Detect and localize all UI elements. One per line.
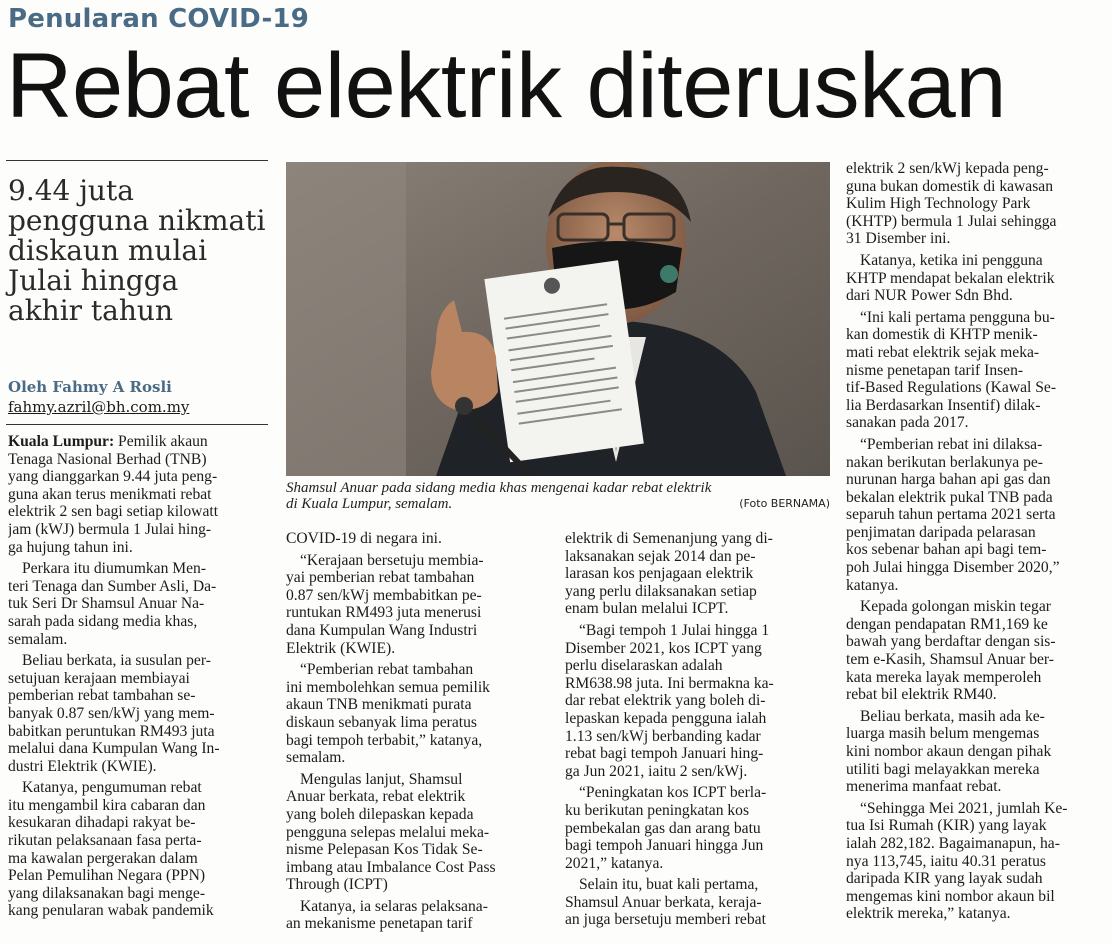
- text-line: Elektrik (KWIE).: [286, 639, 396, 657]
- text-line: ma kawalan pergerakan dalam: [8, 849, 198, 867]
- paragraph: [565, 876, 829, 929]
- text-line: “Bagi tempoh 1 Julai hingga 1: [579, 621, 770, 639]
- caption-line: Shamsul Anuar pada sidang media khas mengenai kadar rebat elektrik: [286, 480, 712, 496]
- text-line: pengguna selepas melalui meka-: [286, 823, 490, 841]
- text-line: elektrik di Semenanjung yang di-: [565, 530, 773, 547]
- paragraph: [846, 436, 1108, 594]
- text-line: Mengulas lanjut, Shamsul: [300, 770, 463, 788]
- text-line: lia Berdasarkan Insentif) dilak-: [846, 396, 1041, 414]
- paragraph: [846, 708, 1108, 796]
- text-line: elektrik 2 sen/kWj kepada peng-: [846, 160, 1049, 177]
- text-line: nisme penetapan tarif Insen-: [846, 361, 1024, 379]
- article-column-2: [286, 530, 548, 937]
- paragraph: [8, 560, 270, 648]
- text-line: elektrik 2 sen bagi setiap kilowatt: [8, 503, 219, 521]
- text-line: dana Kumpulan Wang Industri: [286, 621, 478, 639]
- text-line: rebat bagi tempoh Januari hing-: [565, 745, 764, 763]
- text-line: rebat bil elektrik RM40.: [846, 686, 997, 704]
- paragraph: [286, 771, 548, 894]
- text-line: ini membolehkan semua pemilik: [286, 678, 490, 696]
- news-photo: [286, 162, 830, 476]
- text-line: utiliti bagi melayakkan mereka: [846, 760, 1040, 778]
- paragraph: [8, 779, 270, 920]
- text-line: separuh tahun pertama 2021 serta: [846, 506, 1056, 524]
- text-line: ga hujung tahun ini.: [8, 538, 133, 556]
- text-line: nurunan harga bahan api gas dan: [846, 471, 1051, 489]
- paragraph: [846, 309, 1108, 432]
- text-line: KHTP mendapat bekalan elektrik: [846, 269, 1055, 287]
- deck: [8, 176, 270, 326]
- paragraph: [286, 661, 548, 767]
- text-line: mengemas kini nombor akaun bil: [846, 887, 1055, 905]
- caption-line: di Kuala Lumpur, semalam.: [286, 496, 453, 512]
- text-line: “Pemberian rebat tambahan: [300, 661, 474, 679]
- text-line: perlu diselaraskan adalah: [565, 657, 723, 675]
- text-line: “Pemberian rebat ini dilaksa-: [860, 435, 1043, 453]
- paragraph: [286, 898, 548, 933]
- paragraph: [846, 252, 1108, 305]
- text-line: luarga masih belum mengemas: [846, 725, 1040, 743]
- text-line: sanakan pada 2017.: [846, 414, 969, 432]
- text-line: Beliau berkata, masih ada ke-: [860, 707, 1045, 725]
- text-line: 2021,” katanya.: [565, 854, 664, 872]
- paragraph: [8, 433, 270, 556]
- text-line: banyak 0.87 sen/kWj yang mem-: [8, 704, 215, 722]
- text-line: COVID-19 di negara ini.: [286, 530, 442, 547]
- text-line: tuk Seri Dr Shamsul Anuar Na-: [8, 595, 205, 613]
- byline-rule: [6, 424, 268, 425]
- text-line: diskaun sebanyak lima peratus: [286, 713, 477, 731]
- text-line: daripada KIR yang layak sudah: [846, 870, 1043, 888]
- text-line: runtukan RM493 juta menerusi: [286, 604, 482, 622]
- text-line: Katanya, ketika ini pengguna: [860, 251, 1043, 269]
- text-line: (KHTP) bermula 1 Julai sehingga: [846, 212, 1057, 230]
- text-line: imbang atau Imbalance Cost Pass: [286, 858, 496, 876]
- text-line: kang penularan wabak pandemik: [8, 902, 214, 920]
- text-line: Beliau berkata, ia susulan per-: [22, 652, 211, 670]
- text-line: penjimatan daripada pelarasan: [846, 523, 1036, 541]
- text-line: itu mengambil kira cabaran dan: [8, 796, 206, 814]
- text-line: “Ini kali pertama pengguna bu-: [860, 308, 1055, 326]
- text-line: kata mereka layak memperoleh: [846, 668, 1042, 686]
- paragraph: [286, 552, 548, 658]
- text-line: ialah 282,182. Bagaimanapun, ha-: [846, 834, 1060, 852]
- text-line: nisme Pelepasan Kos Tidak Se-: [286, 841, 483, 859]
- dateline: Kuala Lumpur:: [8, 433, 115, 450]
- text-line: pemberian rebat tambahan se-: [8, 687, 196, 705]
- paragraph: [846, 160, 1108, 248]
- text-line: tif-Based Regulations (Kawal Se-: [846, 379, 1057, 397]
- text-line: bekalan elektrik pukal TNB pada: [846, 488, 1053, 506]
- text-line: rikutan pelaksanaan fasa perta-: [8, 832, 202, 850]
- text-line: tua Isi Rumah (KIR) yang layak: [846, 817, 1047, 835]
- text-line: Disember 2021, kos ICPT yang: [565, 639, 762, 657]
- article-column-3: [565, 530, 829, 933]
- text-line: katanya.: [846, 576, 899, 594]
- text-line: lepaskan kepada pengguna ialah: [565, 709, 767, 727]
- text-line: elektrik mereka,” katanya.: [846, 905, 1011, 923]
- text-line: nya 113,745, iaitu 40.31 peratus: [846, 852, 1046, 870]
- paragraph: [286, 530, 548, 548]
- text-line: Katanya, pengumuman rebat: [22, 779, 202, 797]
- text-line: dari NUR Power Sdn Bhd.: [846, 287, 1013, 305]
- text-line: Selain itu, buat kali pertama,: [579, 876, 759, 894]
- text-line: Kuala Lumpur: Pemilik akaun: [8, 433, 208, 450]
- text-line: babitkan peruntukan RM493 juta: [8, 722, 215, 740]
- text-line: kesukaran dihadapi rakyat be-: [8, 814, 196, 832]
- text-line: an juga bersetuju memberi rebat: [565, 911, 766, 929]
- text-line: Katanya, ia selaras pelaksana-: [300, 897, 488, 915]
- photo-caption: [286, 480, 830, 512]
- text-line: dar rebat elektrik yang boleh di-: [565, 692, 766, 710]
- text-line: kan domestik di KHTP menik-: [846, 326, 1038, 344]
- text-line: ga Jun 2021, iaitu 2 sen/kWj.: [565, 762, 748, 780]
- text-line: 0.87 sen/kWj membabitkan pe-: [286, 586, 482, 604]
- text-line: guna akan terus menikmati rebat: [8, 485, 212, 503]
- text-line: pembekalan gas dan arang batu: [565, 819, 761, 837]
- byline: Oleh Fahmy A Rosli: [8, 378, 172, 396]
- text-line: bagi tempoh Januari hingga Jun: [565, 837, 764, 855]
- text-line: semalam.: [8, 630, 68, 648]
- deck-line: pengguna nikmati: [8, 204, 266, 237]
- text-line: dustri Elektrik (KWIE).: [8, 757, 157, 775]
- text-line: setujuan kerajaan membiayai: [8, 669, 190, 687]
- text-line: teri Tenaga dan Sumber Asli, Da-: [8, 577, 217, 595]
- text-line: Perkara itu diumumkan Men-: [22, 560, 207, 578]
- photo-illustration: [286, 162, 830, 476]
- text-line: Kulim High Technology Park: [846, 195, 1031, 213]
- paragraph: [846, 598, 1108, 704]
- text-line: RM638.98 juta. Ini bermakna ka-: [565, 674, 774, 692]
- text-line: an mekanisme penetapan tarif: [286, 915, 473, 933]
- text-line: “Sehingga Mei 2021, jumlah Ke-: [860, 799, 1068, 817]
- text-line: “Kerajaan bersetuju membia-: [300, 551, 484, 569]
- paragraph: [8, 652, 270, 775]
- text-line: mati rebat elektrik sejak meka-: [846, 343, 1040, 361]
- text-line: dengan pendapatan RM1,169 ke: [846, 615, 1048, 633]
- photo-credit: (Foto BERNAMA): [739, 497, 830, 510]
- text-line: Anuar berkata, rebat elektrik: [286, 788, 466, 806]
- text-line: tem e-Kasih, Shamsul Anuar ber-: [846, 651, 1054, 669]
- text-line: Tenaga Nasional Berhad (TNB): [8, 450, 207, 468]
- text-line: semalam.: [286, 749, 346, 767]
- paragraph: [846, 800, 1108, 923]
- text-line: “Peningkatan kos ICPT berla-: [579, 784, 767, 802]
- text-line: larasan kos penjagaan elektrik: [565, 565, 754, 583]
- text-line: yai pemberian rebat tambahan: [286, 569, 475, 587]
- text-line: Pelan Pemulihan Negara (PPN): [8, 867, 206, 885]
- text-line: laksanakan sejak 2014 dan pe-: [565, 547, 756, 565]
- text-line: Shamsul Anuar berkata, keraja-: [565, 893, 762, 911]
- text-line: sarah pada sidang media khas,: [8, 612, 198, 630]
- text-line: enam bulan melalui ICPT.: [565, 600, 729, 618]
- paragraph: [565, 530, 829, 618]
- section-kicker: Penularan COVID-19: [8, 4, 310, 34]
- text-line: jam (kWJ) bermula 1 Julai hing-: [8, 520, 212, 538]
- author-email-link[interactable]: fahmy.azril@bh.com.my: [8, 398, 190, 416]
- text-line: bagi tempoh terbabit,” katanya,: [286, 731, 483, 749]
- paragraph: [565, 784, 829, 872]
- deck-line: Julai hingga: [8, 264, 179, 297]
- text-line: 31 Disember ini.: [846, 230, 951, 248]
- text-line: kini nombor akaun dengan pihak: [846, 743, 1052, 760]
- deck-line: diskaun mulai: [8, 234, 208, 267]
- text-line: yang dianggarkan 9.44 juta peng-: [8, 468, 218, 486]
- text-line: guna bukan domestik di kawasan: [846, 177, 1054, 195]
- text-line: 1.13 sen/kWj berbanding kadar: [565, 727, 761, 745]
- deck-line: akhir tahun: [8, 294, 173, 327]
- text-line: Through (ICPT): [286, 876, 388, 894]
- text-line: kos sebenar bahan api bagi tem-: [846, 541, 1047, 559]
- article-column-1: [8, 433, 270, 924]
- text-line: bawah yang berdaftar dengan sis-: [846, 633, 1056, 651]
- text-line: yang perlu dilaksanakan setiap: [565, 582, 757, 600]
- text-line: nakan berikutan berlakunya pe-: [846, 453, 1044, 471]
- text-line: yang dilaksanakan bagi menge-: [8, 884, 206, 902]
- text-line: melalui dana Kumpulan Wang In-: [8, 740, 220, 758]
- deck-top-rule: [6, 160, 268, 161]
- paragraph: [565, 622, 829, 780]
- text-line: menerima manfaat rebat.: [846, 778, 1002, 796]
- deck-line: 9.44 juta: [8, 174, 134, 207]
- text-line: Kepada golongan miskin tegar: [860, 598, 1051, 616]
- article-column-4: [846, 160, 1108, 927]
- headline: Rebat elektrik diteruskan: [6, 35, 1006, 137]
- text-line: yang boleh dilepaskan kepada: [286, 805, 474, 823]
- text-line: ku berikutan peningkatan kos: [565, 801, 750, 819]
- text-line: poh Julai hingga Disember 2020,”: [846, 559, 1060, 577]
- text-line: akaun TNB menikmati purata: [286, 696, 472, 714]
